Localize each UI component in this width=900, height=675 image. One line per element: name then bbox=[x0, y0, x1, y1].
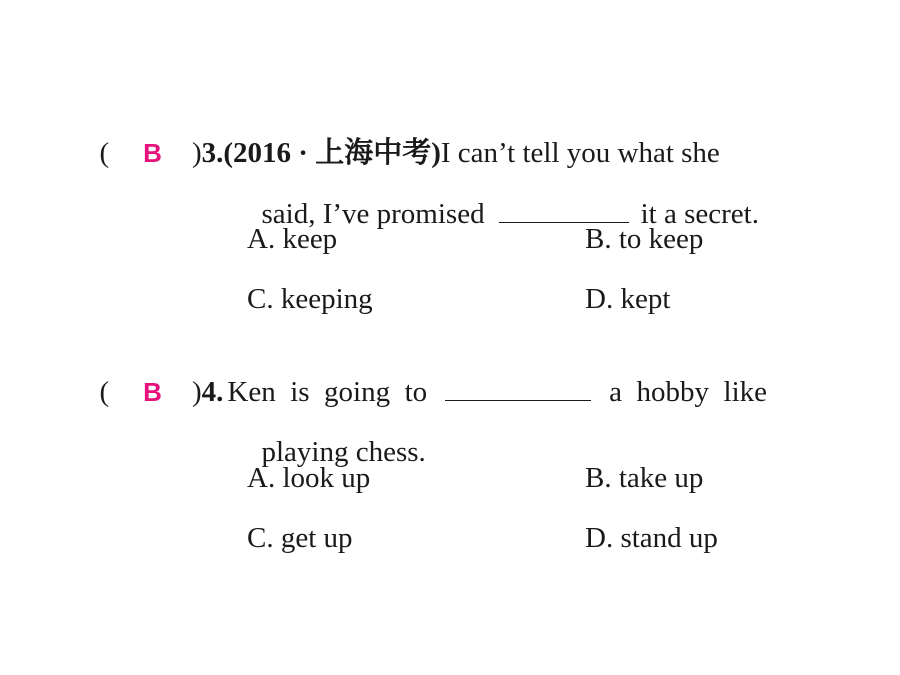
question-3-line-2 bbox=[247, 163, 759, 231]
question-text: I can’t tell you what she bbox=[440, 137, 720, 169]
option-c: C. keeping bbox=[247, 283, 373, 315]
option-d: D. stand up bbox=[585, 522, 718, 554]
question-number: 3. bbox=[201, 137, 224, 169]
answer-letter: B bbox=[143, 138, 162, 168]
answer-blank bbox=[445, 378, 591, 401]
option-b: B. take up bbox=[585, 462, 704, 494]
question-text: it a secret. bbox=[640, 198, 759, 230]
question-text: playing chess. bbox=[261, 436, 426, 468]
question-text: Ken is going to bbox=[227, 376, 428, 408]
option-a: A. look up bbox=[247, 462, 371, 494]
question-text: said, I’ve promised bbox=[261, 198, 485, 230]
answer-close-paren: ) bbox=[191, 376, 202, 408]
question-source: (2016 · 上海中考) bbox=[223, 137, 441, 169]
question-4-line-2 bbox=[247, 401, 426, 469]
answer-open-paren: ( bbox=[99, 137, 110, 169]
question-3-line-1 bbox=[85, 102, 720, 170]
answer-letter: B bbox=[143, 377, 162, 407]
answer-close-paren: ) bbox=[191, 137, 202, 169]
option-c: C. get up bbox=[247, 522, 353, 554]
question-number: 4. bbox=[201, 376, 224, 408]
question-text: a hobby like bbox=[609, 376, 768, 408]
option-d: D. kept bbox=[585, 283, 671, 315]
answer-open-paren: ( bbox=[99, 376, 110, 408]
answer-blank bbox=[499, 200, 629, 223]
option-a: A. keep bbox=[247, 223, 338, 255]
option-b: B. to keep bbox=[585, 223, 704, 255]
question-4-line-1 bbox=[85, 341, 767, 409]
